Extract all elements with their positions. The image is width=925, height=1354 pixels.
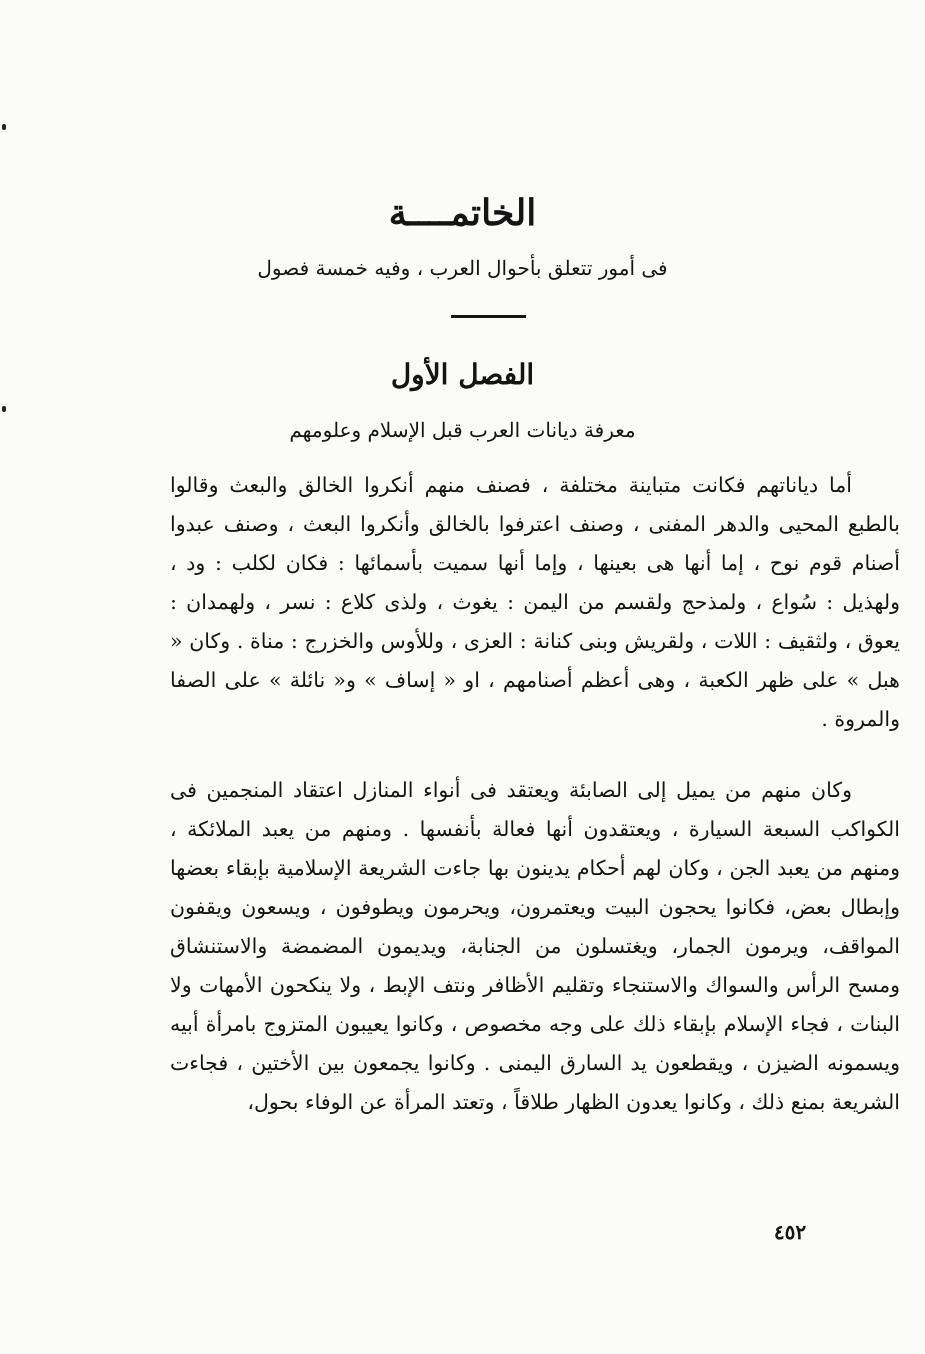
page-number: ٤٥٢ <box>773 1220 807 1244</box>
section-title: الفصل الأول <box>390 358 535 391</box>
body-paragraph: أما دياناتهم فكانت متباينة مختلفة ، فصنف منهم أنكروا الخالق والبعث وقالوا بالطبع المحيى والدهر المفنى ، وصنف اعترفوا بالخالق وأنكروا البعث ، وصنف عبدوا أصنام قوم نوح ، إما أنها هى بعينها ، وإما أنها سميت بأسمائها : فكان لكلب : ود ، ولهذيل : سُواع ، ولمذحج ولقسم من اليمن : يغوث ، ولذى كلاع : نسر ، ولهمدان : يعوق ، ولثقيف : اللات ، ولقريش وبنى كنانة : العزى ، وللأوس والخزرج : مناة . وكان « هبل » على ظهر الكعبة ، وهى أعظم أصنامهم ، او « إساف » و« نائلة » على الصفا والمروة . <box>170 473 900 731</box>
body-paragraph: وكان منهم من يميل إلى الصابئة ويعتقد فى أنواء المنازل اعتقاد المنجمين فى الكواكب السبعة السيارة ، ويعتقدون أنها فعالة بأنفسها . ومنهم من يعبد الملائكة ، ومنهم من يعبد الجن ، وكان لهم أحكام يدينون بها جاءت الشريعة الإسلامية بإبقاء بعضها وإبطال بعض، فكانوا يحجون البيت ويعتمرون، ويحرمون ويطوفون ، ويسعون ويقفون المواقف، ويرمون الجمار، ويغتسلون من الجنابة، ويديمون المضمضة والاستنشاق ومسح الرأس والسواك والاستنجاء وتقليم الأظافر ونتف الإبط ، ولا ينكحون الأمهات ولا البنات ، فجاء الإسلام بإبقاء ذلك على وجه مخصوص ، وكانوا يعيبون المتزوج بامرأة أبيه ويسمونه الضيزن ، ويقطعون يد السارق اليمنى . وكانوا يجمعون بين الأختين ، فجاءت الشريعة بمنع ذلك ، وكانوا يعدون الظهار طلاقاً ، وتعتد المرأة عن الوفاء بحول، <box>170 778 900 1114</box>
chapter-title: الخاتمــــة <box>388 192 537 234</box>
chapter-subtitle: فى أمور تتعلق بأحوال العرب ، وفيه خمسة فصول <box>257 256 668 280</box>
title-divider <box>451 315 526 318</box>
section-subtitle: معرفة ديانات العرب قبل الإسلام وعلومهم <box>289 418 636 442</box>
scan-edge-mark <box>2 124 6 130</box>
scan-edge-mark <box>2 406 6 412</box>
